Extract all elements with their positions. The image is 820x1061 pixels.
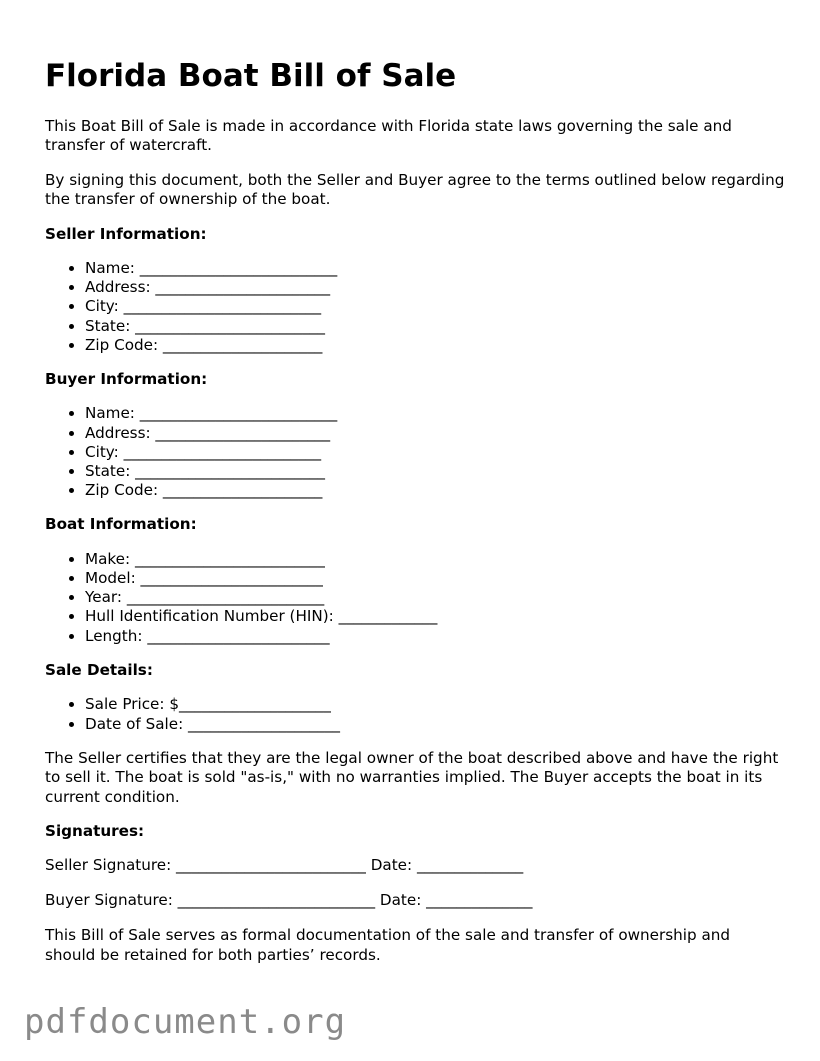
signatures-section-heading: Signatures: — [45, 821, 145, 840]
certification-paragraph: The Seller certifies that they are the legal owner of the boat described above and have the right to sell it. The boat is sold "as-is," with no warranties implied. The Buyer accepts the boat in its current condition. — [45, 748, 779, 806]
seller-address-field: • Address: _______________________ — [85, 278, 785, 297]
seller-zip-field: • Zip Code: _____________________ — [85, 336, 785, 355]
seller-name-field: • Name: __________________________ — [85, 259, 785, 278]
sale-section-heading: Sale Details: — [45, 660, 153, 679]
boat-section-heading: Boat Information: — [45, 515, 197, 534]
buyer-section-heading: Buyer Information: — [45, 370, 208, 389]
buyer-address-field: • Address: _______________________ — [85, 424, 785, 443]
seller-city-field: • City: __________________________ — [85, 297, 785, 316]
boat-info-list — [45, 550, 785, 646]
seller-info-list — [45, 259, 785, 355]
seller-state-field: • State: _________________________ — [85, 317, 785, 336]
document-title: Florida Boat Bill of Sale — [45, 58, 457, 94]
sale-price-field: • Sale Price: $____________________ — [85, 695, 785, 714]
boat-hin-field: • Hull Identification Number (HIN): _____________ — [85, 607, 785, 626]
intro-paragraph-2: By signing this document, both the Seller and Buyer agree to the terms outlined below regarding the transfer of ownership of the boat. — [45, 170, 785, 209]
buyer-name-field: • Name: __________________________ — [85, 404, 785, 423]
boat-length-field: • Length: ________________________ — [85, 627, 785, 646]
buyer-zip-field: • Zip Code: _____________________ — [85, 481, 785, 500]
intro-paragraph-1: This Boat Bill of Sale is made in accordance with Florida state laws governing the sale and transfer of watercraft. — [45, 117, 732, 155]
document-page — [45, 56, 785, 980]
sale-details-list — [45, 695, 785, 733]
seller-section-heading: Seller Information: — [45, 224, 207, 243]
boat-make-field: • Make: _________________________ — [85, 550, 785, 569]
buyer-city-field: • City: __________________________ — [85, 443, 785, 462]
watermark-text: pdfdocument.org — [24, 1002, 347, 1042]
buyer-signature-line: Buyer Signature: __________________________ Date: ______________ — [45, 891, 533, 910]
buyer-info-list — [45, 404, 785, 500]
seller-signature-line: Seller Signature: _________________________ Date: ______________ — [45, 856, 524, 875]
buyer-state-field: • State: _________________________ — [85, 462, 785, 481]
closing-paragraph: This Bill of Sale serves as formal documentation of the sale and transfer of ownership and should be retained for both parties’ records. — [45, 926, 731, 964]
sale-date-field: • Date of Sale: ____________________ — [85, 715, 785, 734]
boat-model-field: • Model: ________________________ — [85, 569, 785, 588]
boat-year-field: • Year: __________________________ — [85, 588, 785, 607]
